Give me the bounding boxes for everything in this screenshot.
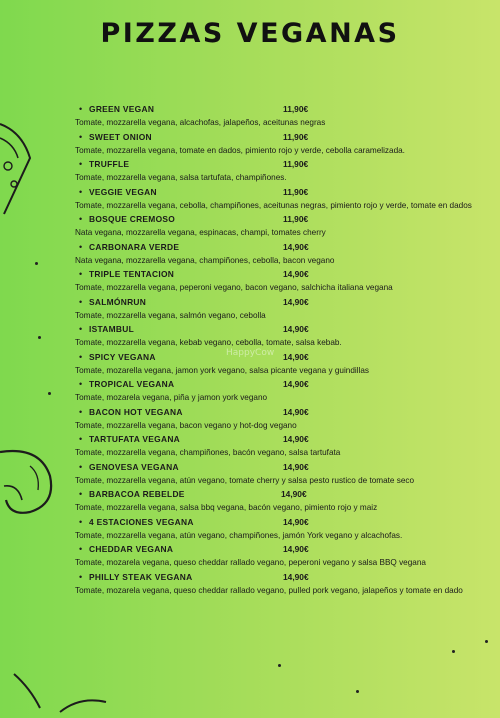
item-price: 14,90€ bbox=[281, 489, 307, 499]
decorative-dot bbox=[278, 664, 281, 667]
item-price: 11,90€ bbox=[283, 159, 309, 169]
item-description: Tomate, mozzarella vegana, peperoni vegano, bacon vegano, salchicha italiana vegana bbox=[75, 283, 393, 292]
item-description: Tomate, mozarela vegana, queso cheddar rallado vegano, pulled pork vegano, jalapeños y tomate en dado bbox=[75, 585, 463, 595]
item-description: Nata vegana, mozzarella vegana, champiñones, cebolla, bacon vegano bbox=[75, 255, 335, 265]
item-price: 14,90€ bbox=[283, 296, 309, 307]
menu-item bbox=[75, 460, 495, 488]
item-price: 14,90€ bbox=[283, 434, 309, 444]
item-name: TROPICAL VEGANA bbox=[89, 379, 175, 389]
menu-item bbox=[75, 377, 495, 405]
item-description: Tomate, mozzarella vegana, salmón vegano, cebolla bbox=[75, 310, 266, 320]
item-name: 4 ESTACIONES VEGANA bbox=[89, 516, 194, 527]
bullet-icon: • bbox=[79, 131, 83, 142]
item-name: CHEDDAR VEGANA bbox=[89, 544, 174, 554]
menu-item bbox=[75, 130, 495, 158]
bullet-icon: • bbox=[79, 571, 83, 582]
bullet-icon: • bbox=[79, 461, 83, 472]
item-description: Tomate, mozzarella vegana, atún vegano, champiñones, jamón York vegano y alcachofas. bbox=[75, 530, 403, 540]
item-name: CARBONARA VERDE bbox=[89, 241, 180, 252]
menu-item bbox=[75, 570, 495, 598]
item-name: SALMÓNRUN bbox=[89, 296, 147, 307]
bullet-icon: • bbox=[79, 351, 83, 362]
bullet-icon: • bbox=[79, 104, 83, 114]
decorative-dot bbox=[356, 690, 359, 693]
item-price: 14,90€ bbox=[283, 379, 309, 389]
bullet-icon: • bbox=[79, 159, 83, 169]
item-price: 14,90€ bbox=[283, 516, 309, 527]
item-price: 11,90€ bbox=[283, 186, 309, 197]
menu-item bbox=[75, 267, 495, 295]
pizza-slice-illustration bbox=[0, 118, 40, 228]
item-name: SPICY VEGANA bbox=[89, 351, 156, 362]
item-description: Tomate, mozzarella vegana, cebolla, champiñones, aceitunas negras, pimiento rojo y verde, tomate en dados bbox=[75, 200, 472, 210]
item-description: Tomate, mozarella vegana, jamon york vegano, salsa picante vegana y guindillas bbox=[75, 365, 370, 375]
item-description: Tomate, mozzarella vegana, atún vegano, tomate cherry y salsa pesto rustico de tomate seco bbox=[75, 475, 415, 485]
decorative-dot bbox=[485, 640, 488, 643]
bullet-icon: • bbox=[79, 241, 83, 252]
page-title: PIZZAS VEGANAS bbox=[100, 18, 400, 49]
item-price: 14,90€ bbox=[283, 351, 309, 362]
item-name: BARBACOA REBELDE bbox=[89, 489, 185, 499]
item-price: 11,90€ bbox=[283, 214, 309, 224]
menu-item bbox=[75, 212, 495, 240]
item-name: PHILLY STEAK VEGANA bbox=[89, 571, 193, 582]
bullet-icon: • bbox=[79, 544, 83, 554]
item-name: GENOVESA VEGANA bbox=[89, 461, 179, 472]
bullet-icon: • bbox=[79, 296, 83, 307]
item-price: 14,90€ bbox=[283, 241, 309, 252]
decorative-dot bbox=[48, 392, 51, 395]
item-name: BACON HOT VEGANA bbox=[89, 406, 183, 417]
item-description: Tomate, mozzarella vegana, alcachofas, jalapeños, aceitunas negras bbox=[75, 118, 326, 127]
item-description: Tomate, mozzarella vegana, bacon vegano y hot-dog vegano bbox=[75, 420, 297, 430]
bullet-icon: • bbox=[79, 269, 83, 279]
decorative-dot bbox=[452, 650, 455, 653]
item-description: Tomate, mozarela vegana, queso cheddar rallado vegano, peperoni vegano y salsa BBQ vegana bbox=[75, 558, 426, 567]
bullet-icon: • bbox=[79, 214, 83, 224]
menu-item bbox=[75, 432, 495, 460]
item-price: 14,90€ bbox=[283, 544, 309, 554]
item-description: Tomate, mozzarella vegana, salsa tartufata, champiñones. bbox=[75, 173, 287, 182]
item-price: 14,90€ bbox=[283, 269, 309, 279]
item-name: TARTUFATA VEGANA bbox=[89, 434, 181, 444]
bullet-icon: • bbox=[79, 434, 83, 444]
item-price: 14,90€ bbox=[283, 571, 309, 582]
pizza-menu bbox=[75, 102, 495, 597]
item-price: 11,90€ bbox=[283, 104, 309, 114]
bullet-icon: • bbox=[79, 379, 83, 389]
menu-item bbox=[75, 322, 495, 350]
item-description: Tomate, mozzarella vegana, champiñones, bacón vegano, salsa tartufata bbox=[75, 448, 341, 457]
bullet-icon: • bbox=[79, 406, 83, 417]
item-name: TRUFFLE bbox=[89, 159, 130, 169]
menu-item bbox=[75, 240, 495, 268]
item-price: 11,90€ bbox=[283, 131, 309, 142]
menu-item bbox=[75, 295, 495, 323]
item-description: Tomate, mozarela vegana, piña y jamon york vegano bbox=[75, 393, 268, 402]
menu-item bbox=[75, 157, 495, 185]
item-price: 14,90€ bbox=[283, 461, 309, 472]
item-name: SWEET ONION bbox=[89, 131, 152, 142]
item-description: Tomate, mozzarella vegana, salsa bbq vegana, bacón vegano, pimiento rojo y maiz bbox=[75, 503, 378, 512]
item-price: 14,90€ bbox=[283, 324, 309, 334]
leaf-illustration bbox=[0, 668, 110, 718]
decorative-dot bbox=[38, 336, 41, 339]
bullet-icon: • bbox=[79, 186, 83, 197]
menu-item bbox=[75, 350, 495, 378]
bullet-icon: • bbox=[79, 516, 83, 527]
item-description: Tomate, mozzarella vegana, kebab vegano, cebolla, tomate, salsa kebab. bbox=[75, 338, 342, 347]
item-name: ISTAMBUL bbox=[89, 324, 135, 334]
item-name: VEGGIE VEGAN bbox=[89, 186, 157, 197]
menu-item bbox=[75, 487, 495, 515]
menu-item bbox=[75, 515, 495, 543]
menu-item bbox=[75, 185, 495, 213]
item-name: TRIPLE TENTACION bbox=[89, 269, 175, 279]
menu-item bbox=[75, 542, 495, 570]
item-name: GREEN VEGAN bbox=[89, 104, 155, 114]
watermark: HappyCow bbox=[226, 348, 275, 358]
bullet-icon: • bbox=[79, 489, 83, 499]
item-price: 14,90€ bbox=[283, 406, 309, 417]
menu-item bbox=[75, 102, 495, 130]
item-name: BOSQUE CREMOSO bbox=[89, 214, 176, 224]
bullet-icon: • bbox=[79, 324, 83, 334]
item-description: Nata vegana, mozzarella vegana, espinacas, champi, tomates cherry bbox=[75, 228, 326, 237]
item-description: Tomate, mozzarella vegana, tomate en dados, pimiento rojo y verde, cebolla caramelizada. bbox=[75, 145, 405, 155]
mushroom-illustration bbox=[0, 446, 60, 536]
decorative-dot bbox=[35, 262, 38, 265]
menu-item bbox=[75, 405, 495, 433]
